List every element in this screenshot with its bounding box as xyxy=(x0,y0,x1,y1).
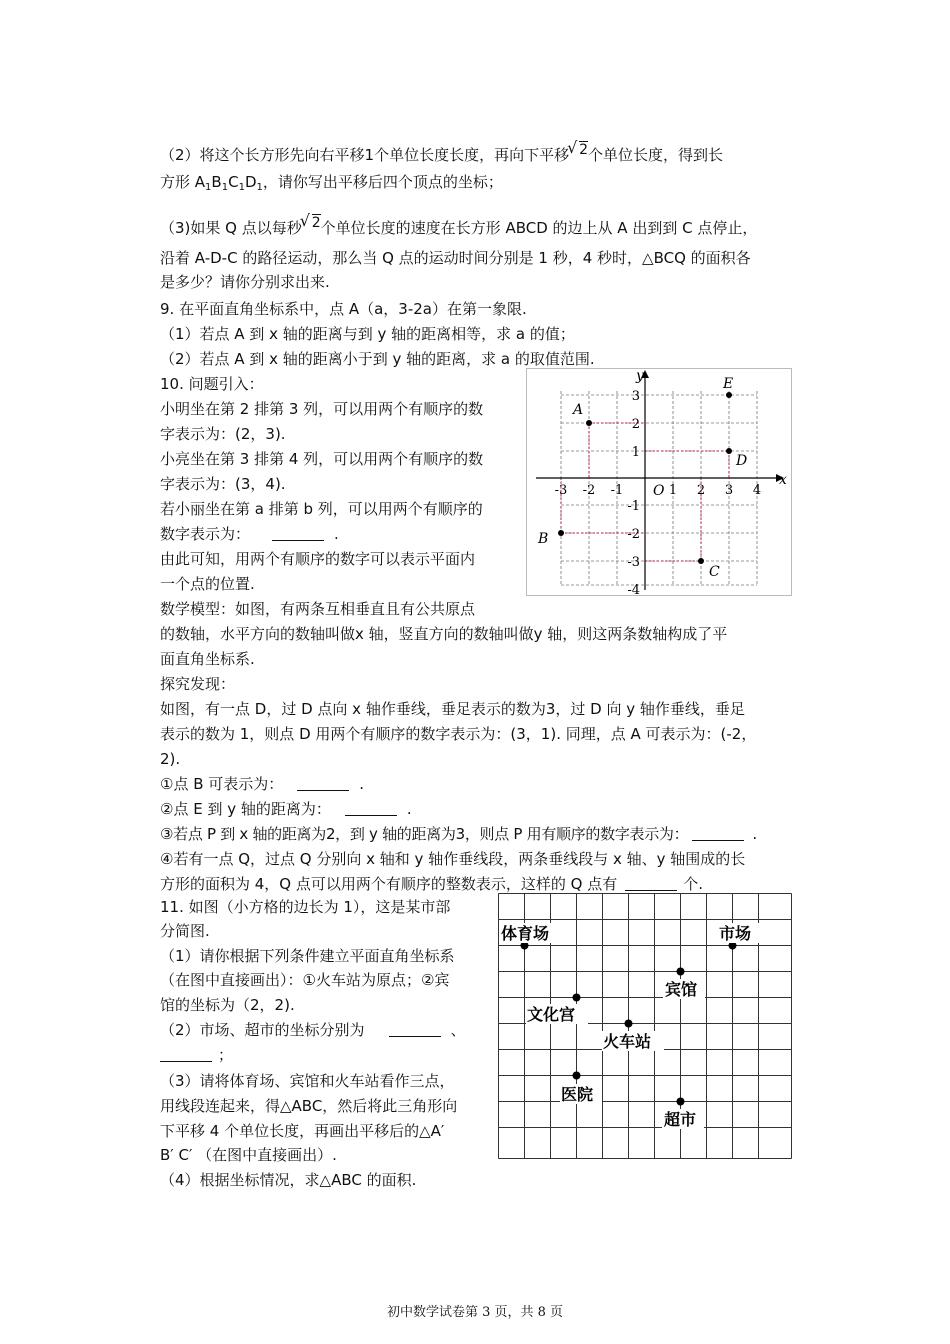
point-e xyxy=(726,392,732,398)
q10-line: 10. 问题引入： xyxy=(160,375,264,393)
point-e-label: E xyxy=(723,376,734,392)
culture-palace-point xyxy=(573,994,581,1002)
q9-part1: （1）若点 A 到 x 轴的距离与到 y 轴的距离相等，求 a 的值； xyxy=(160,325,575,343)
point-c xyxy=(698,558,704,564)
q8-text: 个单位长度，得到长 xyxy=(588,146,724,164)
point-c-label: C xyxy=(709,564,720,580)
q10-line: 小亮坐在第 3 排第 4 列，可以用两个有顺序的数 xyxy=(160,450,484,468)
x-tick-label: 1 xyxy=(668,483,678,498)
q8-part3-line1: （3)如果 Q 点以每秒√ 2个单位长度的速度在长方形 ABCD 的边上从 A 出到到 C 点停止， xyxy=(160,213,757,238)
q10-line: 的数轴，水平方向的数轴叫做x 轴，竖直方向的数轴叫做y 轴，则这两条数轴构成了平 xyxy=(160,625,728,643)
q10-item-4-cont: 方形的面积为 4，Q 点可以用两个有顺序的整数表示，这样的 Q 点有 个. xyxy=(160,875,704,893)
q10-item-4: ④若有一点 Q，过点 Q 分别向 x 轴和 y 轴作垂线段，两条垂线段与 x 轴、y 轴围成的长 xyxy=(160,850,746,868)
q10-line: 若小丽坐在第 a 排第 b 列，可以用两个有顺序的 xyxy=(160,500,483,518)
supermarket-label: 超市 xyxy=(664,1110,697,1129)
q10-line: 2). xyxy=(160,750,181,768)
q11-line: （3）请将体育场、宾馆和火车站看作三点， xyxy=(160,1072,455,1090)
q11-line: 分简图. xyxy=(160,922,210,940)
hotel-point xyxy=(677,968,685,976)
q10-line-with-blank: 数字表示为： . xyxy=(160,525,339,543)
hospital-point xyxy=(573,1072,581,1080)
answer-blank[interactable] xyxy=(160,1047,212,1062)
x-tick-label: 4 xyxy=(752,483,762,498)
answer-blank[interactable] xyxy=(272,526,324,541)
q11-line: （1）请你根据下列条件建立平面直角坐标系 xyxy=(160,947,455,965)
x-tick-label: 3 xyxy=(724,483,734,498)
q10-line: 面直角坐标系. xyxy=(160,650,255,668)
q8-part2-line1 xyxy=(160,140,723,165)
q10-line: 字表示为：(2，3). xyxy=(160,425,286,443)
hotel-label: 宾馆 xyxy=(665,980,698,999)
y-tick-label: -3 xyxy=(627,555,640,570)
q10-line: 字表示为：(3，4). xyxy=(160,475,286,493)
x-tick-label: 2 xyxy=(696,483,706,498)
q11-line: 用线段连起来，得△ABC，然后将此三角形向 xyxy=(160,1097,458,1115)
q11-line: 11. 如图（小方格的边长为 1），这是某市部 xyxy=(160,898,451,916)
y-tick-label: -2 xyxy=(627,527,640,542)
point-b xyxy=(558,530,564,536)
q8-part3-line3: 是多少？请你分别求出来. xyxy=(160,273,330,291)
q10-line: 数学模型：如图，有两条互相垂直且有公共原点 xyxy=(160,600,476,618)
q10-item-1: ①点 B 可表示为： . xyxy=(160,775,365,793)
q10-line: 表示的数为 1，则点 D 用两个有顺序的数字表示为：(3，1). 同理，点 A 可表示为：(-2， xyxy=(160,725,757,743)
stadium-label: 体育场 xyxy=(501,924,550,943)
x-tick-label: -2 xyxy=(582,483,596,498)
x-axis-label: x xyxy=(779,472,787,488)
q11-map-figure xyxy=(498,893,792,1159)
point-d-label: D xyxy=(736,453,748,469)
q10-item-3: ③若点 P 到 x 轴的距离为2，到 y 轴的距离为3，则点 P 用有顺序的数字表示为： . xyxy=(160,825,758,843)
point-a xyxy=(586,420,592,426)
q10-line: 探究发现： xyxy=(160,675,236,693)
q11-line: （在图中直接画出）：①火车站为原点；②宾 xyxy=(160,971,450,989)
y-tick-label: 1 xyxy=(631,445,640,460)
y-axis-label: y xyxy=(636,368,644,384)
supermarket-point xyxy=(677,1098,685,1106)
culture-palace-label: 文化宫 xyxy=(527,1005,576,1024)
sqrt-symbol: √ 2 xyxy=(569,140,588,160)
y-tick-label: 2 xyxy=(631,417,640,432)
answer-blank[interactable] xyxy=(297,776,349,791)
q8-part2-line2: 方形 $A_1B_1C_1D_1$，请你写出平移后四个顶点的坐标； xyxy=(160,173,503,193)
q10-line: 小明坐在第 2 排第 3 列，可以用两个有顺序的数 xyxy=(160,400,484,418)
q9-part2: （2）若点 A 到 x 轴的距离小于到 y 轴的距离，求 a 的取值范围. xyxy=(160,350,595,368)
q10-coordinate-figure xyxy=(526,368,792,596)
train-station-point xyxy=(625,1020,633,1028)
answer-blank[interactable] xyxy=(692,826,744,841)
x-tick-label: -1 xyxy=(610,483,624,498)
answer-blank[interactable] xyxy=(625,876,677,891)
q8-text: （2）将这个长方形先向右平移1个单位长度长度，再向下平移 xyxy=(160,146,570,164)
y-tick-label: -1 xyxy=(627,499,640,514)
q10-line: 如图，有一点 D，过 D 点向 x 轴作垂线，垂足表示的数为3，过 D 向 y 轴作垂线，垂足 xyxy=(160,700,745,718)
hospital-label: 医院 xyxy=(561,1085,594,1104)
sqrt-symbol: √ 2 xyxy=(302,213,321,233)
q11-part2: （2）市场、超市的坐标分别为 、 xyxy=(160,1021,466,1039)
q8-part3-line2: 沿着 A-D-C 的路径运动，那么当 Q 点的运动时间分别是 1 秒，4 秒时，△BCQ 的面积各 xyxy=(160,249,751,267)
q11-part2-cont: ； xyxy=(160,1045,233,1065)
origin-label: O xyxy=(653,483,665,499)
q11-line: 馆的坐标为（2，2). xyxy=(160,996,295,1014)
q10-line: 一个点的位置. xyxy=(160,575,255,593)
answer-blank[interactable] xyxy=(389,1022,441,1037)
point-d xyxy=(726,448,732,454)
q11-line: B′ C′ （在图中直接画出）. xyxy=(160,1146,337,1164)
q10-item-2: ②点 E 到 y 轴的距离为： . xyxy=(160,800,412,818)
page-footer: 初中数学试卷第 3 页，共 8 页 xyxy=(386,1305,564,1320)
market-label: 市场 xyxy=(719,924,752,943)
q9-title: 9. 在平面直角坐标系中，点 A（a，3-2a）在第一象限. xyxy=(160,300,527,318)
x-tick-label: -3 xyxy=(554,483,568,498)
q11-line: 下平移 4 个单位长度，再画出平移后的△A′ xyxy=(160,1122,445,1140)
y-tick-label: 3 xyxy=(631,389,640,404)
train-station-label: 火车站 xyxy=(603,1032,652,1051)
point-a-label: A xyxy=(573,402,584,418)
q10-line: 由此可知，用两个有顺序的数字可以表示平面内 xyxy=(160,550,476,568)
point-b-label: B xyxy=(538,531,549,547)
q11-line: （4）根据坐标情况，求△ABC 的面积. xyxy=(160,1171,417,1189)
answer-blank[interactable] xyxy=(345,801,397,816)
y-tick-label: -4 xyxy=(627,583,640,596)
